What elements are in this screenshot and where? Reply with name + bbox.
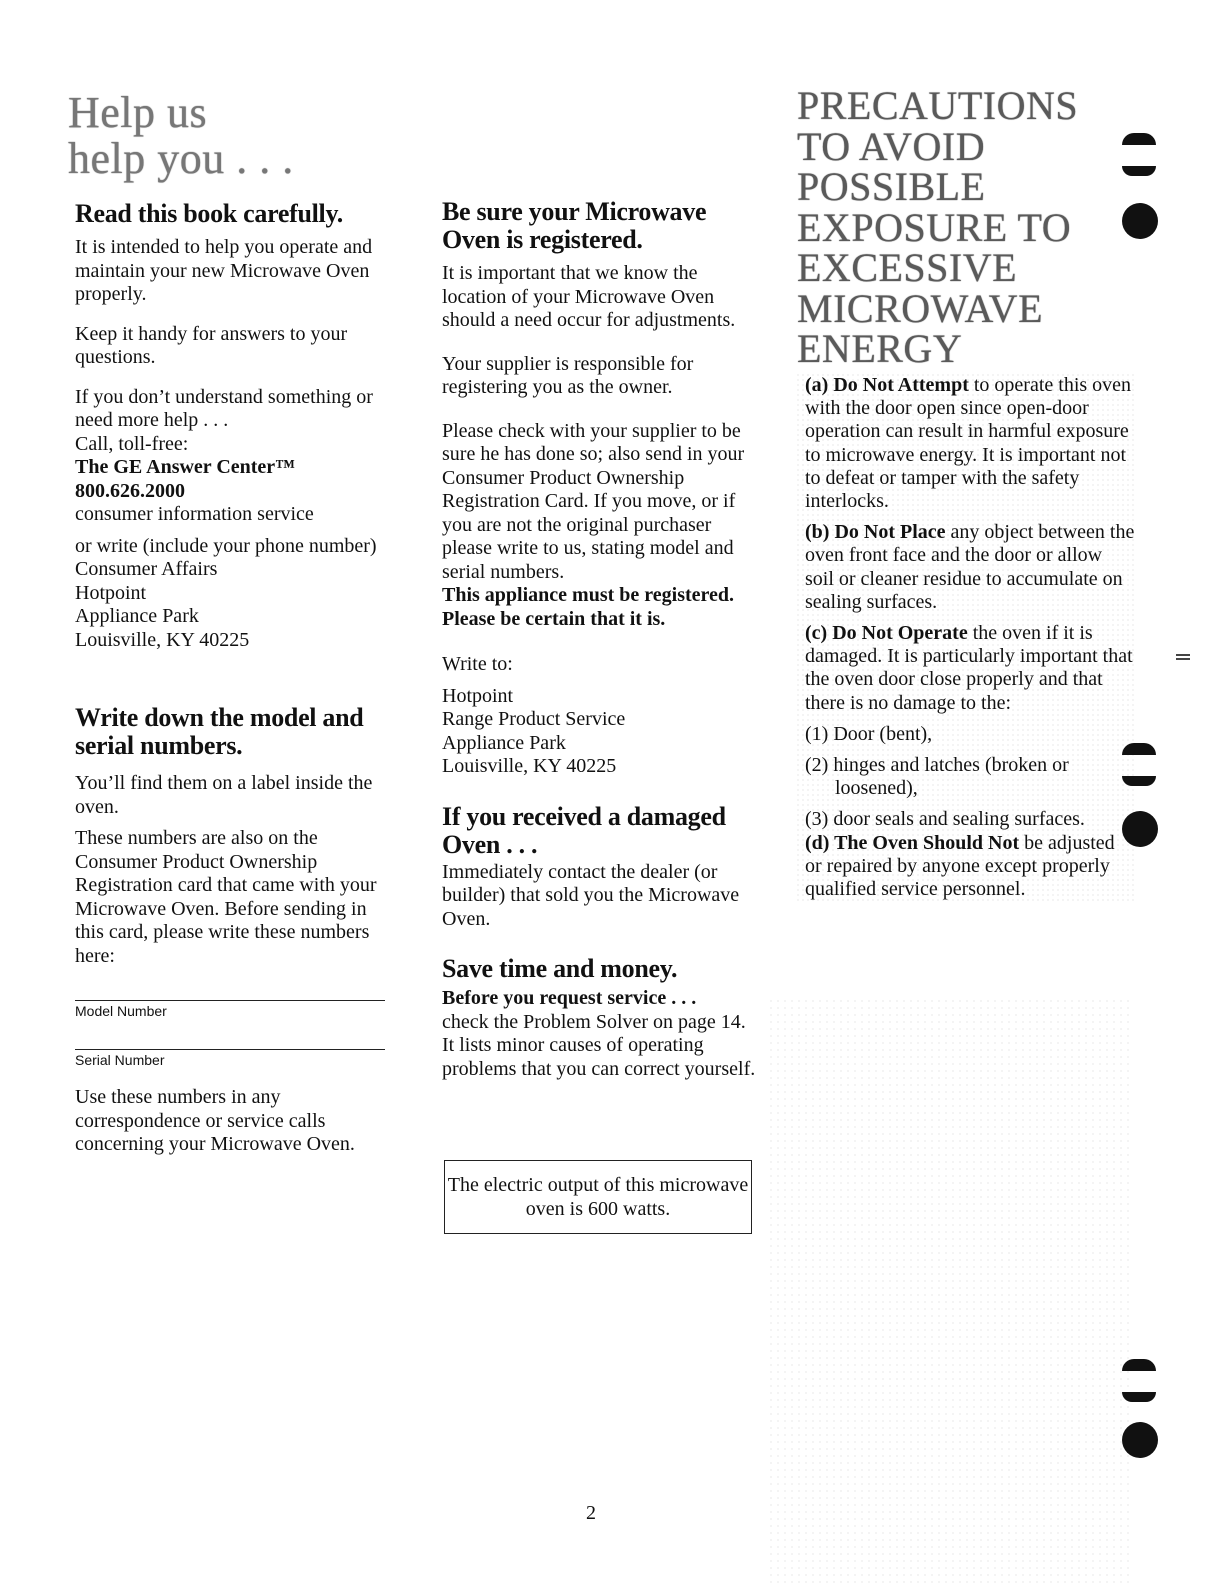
call-toll-free: Call, toll-free: <box>75 432 189 455</box>
read-heading: Read this book carefully. <box>75 199 343 228</box>
register-paragraph-1: It is important that we know the location of your Microwave Oven should a need occur for adjustments. <box>442 262 736 331</box>
precaution-c-item: (1) Door (bent), <box>805 722 933 745</box>
help-title <box>68 90 294 182</box>
save-paragraph: check the Problem Solver on page 14. It lists minor causes of operating problems that you can correct yourself. <box>442 1010 756 1080</box>
model-paragraph-1: You’ll find them on a label inside the oven. <box>75 772 373 818</box>
precautions-title-line: TO AVOID <box>797 123 986 169</box>
print-stipple <box>770 1000 1130 1585</box>
binder-hole-icon <box>1122 203 1158 239</box>
column-middle <box>442 198 762 1081</box>
model-paragraph-2: These numbers are also on the Consumer Product Ownership Registration card that came with your Microwave Oven. Before sending in this card, please write these numbers here: <box>75 827 377 967</box>
address-line: Consumer Affairs <box>75 558 218 580</box>
write-to-label: Write to: <box>442 653 513 675</box>
precautions-title-line: EXCESSIVE <box>797 245 1018 290</box>
column-left <box>75 200 395 1157</box>
write-to-address-line: Hotpoint <box>442 684 514 707</box>
precautions-title <box>797 83 1127 371</box>
model-number-field[interactable] <box>75 1000 395 1019</box>
serial-number-line <box>75 1049 385 1050</box>
precautions-title-line: PRECAUTIONS <box>797 83 1079 128</box>
register-paragraph-3: Please check with your supplier to be sure he has done so; also send in your Consumer Product Ownership Registration Card. If you move, or if you are not the original purchaser please write to us, stating model and serial numbers. <box>442 419 745 583</box>
binder-mark-icon <box>1122 743 1156 755</box>
write-label: or write (include your phone number) <box>75 534 377 557</box>
precautions-title-line: POSSIBLE <box>797 164 986 209</box>
address-line: Appliance Park <box>75 605 199 627</box>
damaged-paragraph: Immediately contact the dealer (or builder) that sold you the Microwave Oven. <box>442 860 740 930</box>
serial-number-field[interactable] <box>75 1049 395 1068</box>
margin-tick-icon <box>1176 658 1190 660</box>
model-paragraph-3: Use these numbers in any correspondence or service calls concerning your Microwave Oven. <box>75 1086 355 1155</box>
precaution-c: (c) Do Not Operate the oven if it is damaged. It is particularly important that the oven door close properly and that there is no damage to the: <box>805 622 1133 714</box>
write-to-address-line: Louisville, KY 40225 <box>442 755 617 777</box>
save-heading: Save time and money. <box>442 954 678 983</box>
precautions-title-line: MICROWAVE <box>797 285 1044 331</box>
model-number-line <box>75 1000 385 1001</box>
save-lead: Before you request service . . . <box>442 987 697 1009</box>
column-right <box>797 83 1135 901</box>
read-paragraph-1: It is intended to help you operate and maintain your new Microwave Oven properly. <box>75 236 373 305</box>
register-paragraph-2: Your supplier is responsible for registering you as the owner. <box>442 352 694 398</box>
binder-mark-icon <box>1122 1359 1156 1371</box>
service-label: consumer information service <box>75 503 314 525</box>
answer-center-name: The GE Answer Center™ <box>75 456 296 478</box>
precaution-c-item: loosened), <box>835 777 918 800</box>
precaution-c-item: (3) door seals and sealing surfaces. <box>805 808 1085 831</box>
binder-mark-icon <box>1122 133 1156 145</box>
power-output-notice: The electric output of this microwave oven is 600 watts. <box>444 1160 752 1234</box>
register-warning: This appliance must be registered. Please be certain that it is. <box>442 584 735 630</box>
precaution-d: (d) The Oven Should Not be adjusted or repaired by anyone except properly qualified service personnel. <box>805 831 1115 901</box>
help-title-line2: help you . . . <box>68 134 294 183</box>
write-to-address-line: Appliance Park <box>442 731 566 754</box>
read-paragraph-3: If you don’t understand something or need more help . . . <box>75 385 373 431</box>
serial-number-label: Serial Number <box>75 1052 165 1068</box>
address-line: Hotpoint <box>75 581 147 604</box>
binder-hole-icon <box>1122 811 1158 847</box>
damaged-heading: If you received a damaged Oven . . . <box>442 801 726 859</box>
binder-mark-icon <box>1122 166 1156 176</box>
binder-mark-icon <box>1122 1392 1156 1402</box>
precaution-a: (a) Do Not Attempt to operate this oven with the door open since open-door operation can result in harmful exposure to microwave energy. It is important not to defeat or tamper with the safety interlocks. <box>805 374 1132 513</box>
address-line: Louisville, KY 40225 <box>75 628 250 651</box>
precautions-title-line: ENERGY <box>797 326 963 371</box>
precaution-b: (b) Do Not Place any object between the oven front face and the door or allow soil or cleaner residue to accumulate on sealing surfaces. <box>805 521 1135 613</box>
model-number-label: Model Number <box>75 1003 167 1019</box>
answer-center-phone: 800.626.2000 <box>75 479 185 502</box>
help-title-line1: Help us <box>68 88 208 137</box>
read-paragraph-2: Keep it handy for answers to your questions. <box>75 322 348 368</box>
precautions-title-line: EXPOSURE TO <box>797 204 1072 250</box>
binder-mark-icon <box>1122 776 1156 786</box>
page-number: 2 <box>586 1502 596 1524</box>
margin-tick-icon <box>1176 654 1190 656</box>
model-heading: Write down the model and serial numbers. <box>75 703 364 760</box>
precautions-body <box>797 374 1135 901</box>
binder-hole-icon <box>1122 1422 1158 1458</box>
register-heading: Be sure your Microwave Oven is registered. <box>442 197 707 254</box>
precaution-c-item: (2) hinges and latches (broken or <box>805 754 1069 777</box>
write-to-address-line: Range Product Service <box>442 708 626 730</box>
